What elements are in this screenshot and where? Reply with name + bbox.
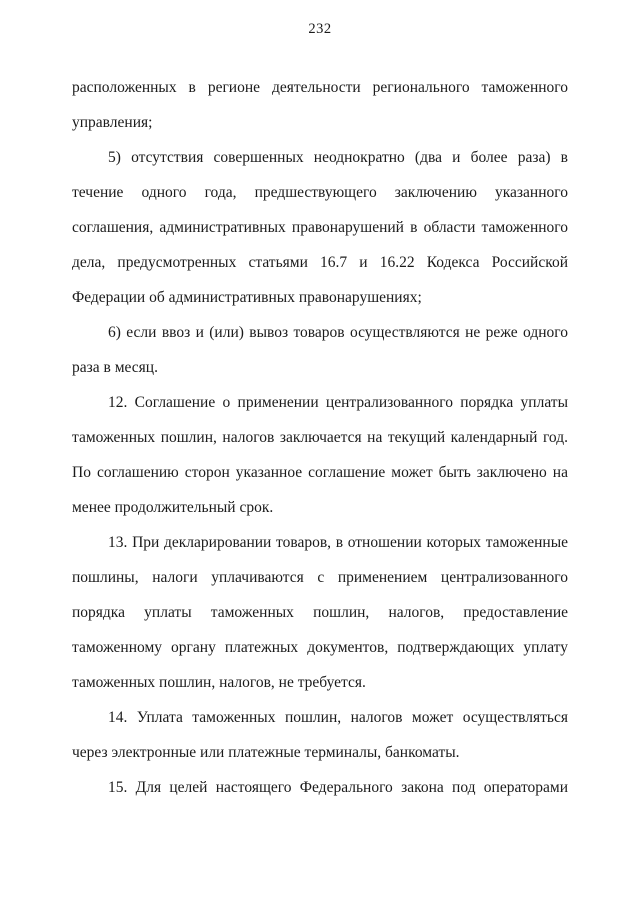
text-line: По соглашению сторон указанное соглашение может быть заключено на <box>72 464 568 481</box>
document-body <box>72 70 568 805</box>
text-line: соглашения, административных правонарушений в области таможенного <box>72 219 568 236</box>
text-line: порядка уплаты таможенных пошлин, налогов, предоставление <box>72 604 568 621</box>
paragraph <box>72 315 568 385</box>
text-line: управления; <box>72 114 153 131</box>
paragraph <box>72 385 568 525</box>
text-line: расположенных в регионе деятельности регионального таможенного <box>72 79 568 96</box>
text-line: дела, предусмотренных статьями 16.7 и 16.22 Кодекса Российской <box>72 254 568 271</box>
text-line: 15. Для целей настоящего Федерального закона под операторами <box>108 779 568 796</box>
text-line: течение одного года, предшествующего заключению указанного <box>72 184 568 201</box>
paragraph <box>72 700 568 770</box>
text-line: таможенных пошлин, налогов заключается на текущий календарный год. <box>72 429 568 446</box>
text-line: 13. При декларировании товаров, в отношении которых таможенные <box>108 534 568 551</box>
text-line: 6) если ввоз и (или) вывоз товаров осуществляются не реже одного <box>108 324 568 341</box>
page-number: 232 <box>308 21 332 37</box>
text-line: таможенному органу платежных документов, подтверждающих уплату <box>72 639 568 656</box>
text-line: Федерации об административных правонарушениях; <box>72 289 422 306</box>
text-line: 12. Соглашение о применении централизованного порядка уплаты <box>108 394 568 411</box>
text-line: раза в месяц. <box>72 359 158 376</box>
text-line: пошлины, налоги уплачиваются с применением централизованного <box>72 569 568 586</box>
text-line: менее продолжительный срок. <box>72 499 274 516</box>
text-line: таможенных пошлин, налогов, не требуется. <box>72 674 366 691</box>
paragraph <box>72 770 568 805</box>
paragraph <box>72 70 568 140</box>
paragraph <box>72 525 568 700</box>
paragraph <box>72 140 568 315</box>
text-line: 5) отсутствия совершенных неоднократно (два и более раза) в <box>108 149 568 166</box>
text-line: через электронные или платежные терминалы, банкоматы. <box>72 744 460 761</box>
text-line: 14. Уплата таможенных пошлин, налогов может осуществляться <box>108 709 568 726</box>
